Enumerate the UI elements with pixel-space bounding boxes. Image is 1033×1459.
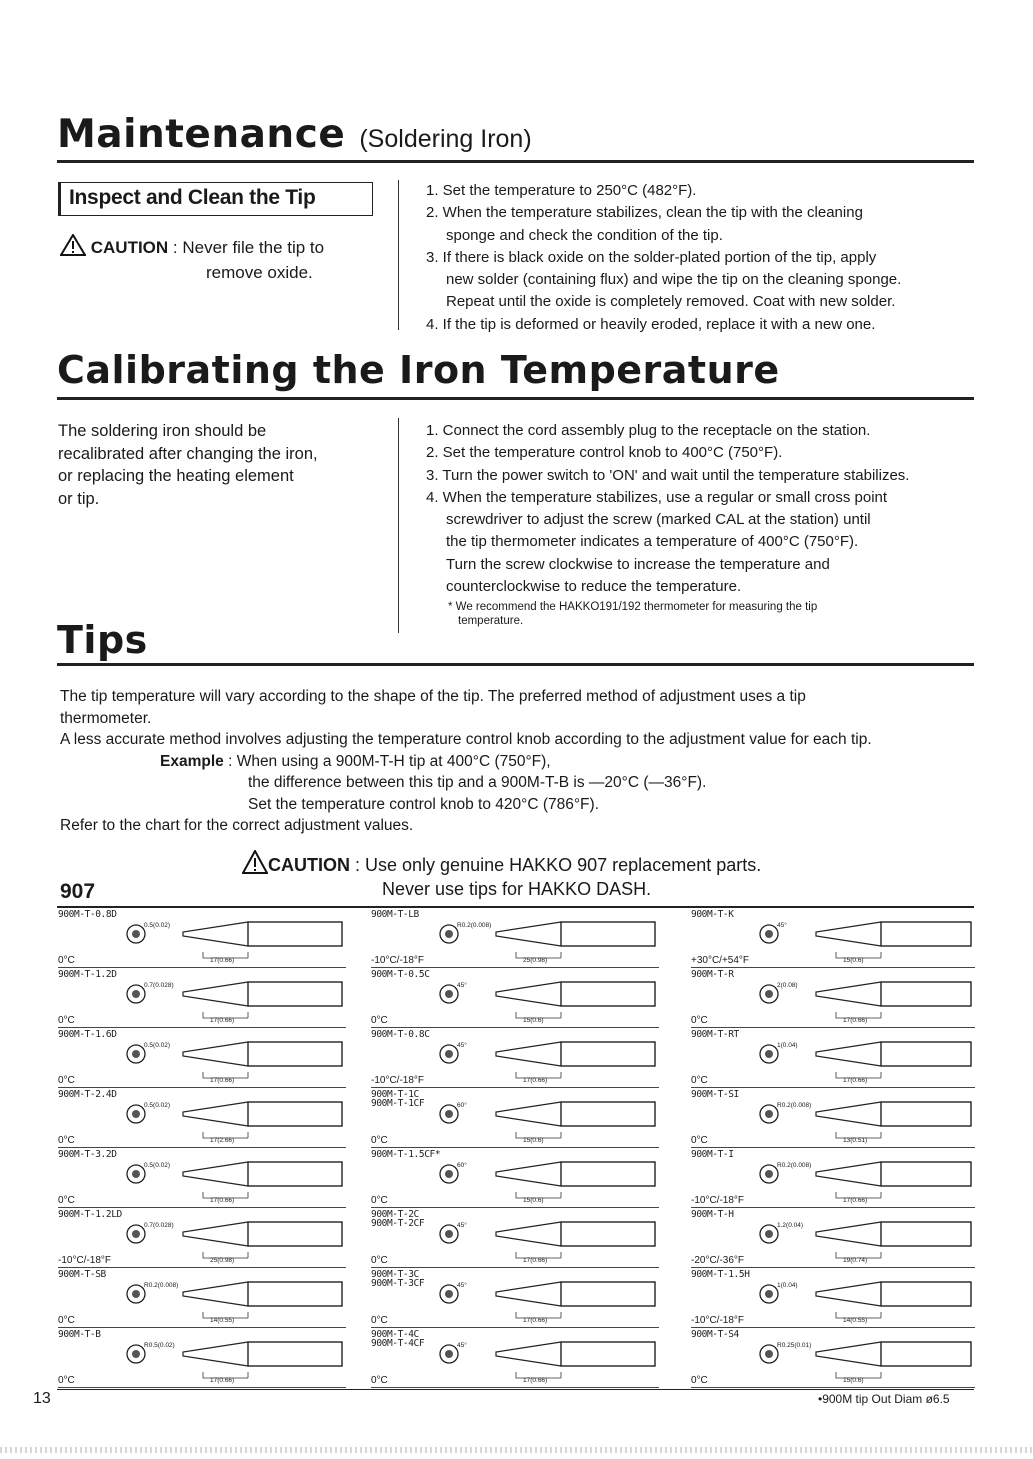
tips-example-label: Example <box>160 752 224 770</box>
tip-dimension: 0.5(0.02) <box>144 1162 171 1169</box>
tip-end-face <box>445 930 453 938</box>
maintenance-caution-label: CAUTION <box>90 238 169 257</box>
tip-code: 900M-T-LB <box>371 909 419 920</box>
tips-body <box>60 686 872 837</box>
maintenance-subtitle: (Soldering Iron) <box>359 125 532 153</box>
tip-end-face <box>765 990 773 998</box>
tip-adjustment: -10°C/-18°F <box>691 1315 745 1326</box>
tip-end-face <box>132 1050 140 1058</box>
tip-drawing <box>371 1208 659 1268</box>
calibrating-step: 2. Set the temperature control knob to 400°C (750°F). <box>426 444 783 462</box>
bottom-rule <box>57 1389 974 1390</box>
tip-code: 900M-T-3.2D <box>58 1149 117 1160</box>
tip-taper <box>496 982 561 1006</box>
tip-shaft <box>881 922 971 946</box>
calibrating-step: Turn the screw clockwise to increase the temperature and <box>446 555 830 573</box>
tip-adjustment: 0°C <box>371 1315 388 1326</box>
tip-cell <box>58 1328 346 1388</box>
tip-dimension: 45° <box>457 982 467 989</box>
tip-end-face <box>445 1290 453 1298</box>
tip-adjustment: 0°C <box>58 1015 75 1026</box>
tip-code: 900M-T-H <box>691 1209 734 1220</box>
tip-cell <box>58 1148 346 1208</box>
tip-taper <box>496 1042 561 1066</box>
tip-cell <box>371 1268 659 1328</box>
tip-end-face <box>445 1170 453 1178</box>
calibrating-title: Calibrating the Iron Temperature <box>57 348 780 392</box>
tip-taper <box>183 1222 248 1246</box>
tip-shaft <box>248 1102 342 1126</box>
tip-code: 900M-T-S4 <box>691 1329 739 1340</box>
tip-adjustment: 0°C <box>691 1015 708 1026</box>
tip-taper <box>816 1342 881 1366</box>
tip-column-3 <box>691 908 975 1388</box>
tip-length: 15(0.6) <box>843 1377 864 1384</box>
tip-taper <box>816 982 881 1006</box>
maintenance-caution-line1: : Never file the tip to <box>172 238 325 257</box>
maintenance-caution <box>60 234 324 285</box>
tip-taper <box>183 1342 248 1366</box>
tip-row-separator <box>58 1387 346 1388</box>
tip-length: 19(0.74) <box>843 1257 868 1264</box>
tip-dimension: 45° <box>777 922 787 929</box>
maintenance-caution-line2: remove oxide. <box>206 263 313 282</box>
tip-length: 17(0.66) <box>843 1077 868 1084</box>
warning-icon <box>60 234 86 256</box>
tip-length: 15(0.6) <box>523 1017 544 1024</box>
tip-cell <box>371 1328 659 1388</box>
chart-footnote: •900M tip Out Diam ø6.5 <box>818 1392 950 1406</box>
calibrating-divider <box>398 418 399 633</box>
tip-adjustment: 0°C <box>691 1375 708 1386</box>
calibrating-note <box>448 600 817 628</box>
tip-adjustment: 0°C <box>58 1195 75 1206</box>
maintenance-step: 4. If the tip is deformed or heavily eroded, replace it with a new one. <box>426 315 876 333</box>
tips-refer: Refer to the chart for the correct adjustment values. <box>60 817 414 834</box>
tip-cell <box>691 968 975 1028</box>
tip-code: 900M-T-1.2D <box>58 969 117 980</box>
tip-code-alt: 900M-T-4CF <box>371 1338 425 1349</box>
tip-taper <box>183 1282 248 1306</box>
tip-adjustment: 0°C <box>691 1135 708 1146</box>
tip-adjustment: -10°C/-18°F <box>58 1255 112 1266</box>
tip-length: 17(0.66) <box>523 1077 548 1084</box>
tip-length: 14(0.55) <box>843 1317 868 1324</box>
tip-code: 900M-T-0.8C <box>371 1029 430 1040</box>
tip-row-separator <box>691 1387 975 1388</box>
tip-shaft <box>881 1042 971 1066</box>
tip-taper <box>183 1042 248 1066</box>
tip-code: 900M-T-I <box>691 1149 734 1160</box>
tip-adjustment: 0°C <box>58 1315 75 1326</box>
tip-drawing <box>58 908 346 968</box>
tip-dimension: 1(0.04) <box>777 1282 798 1289</box>
tip-cell <box>371 1028 659 1088</box>
tip-adjustment: 0°C <box>58 1375 75 1386</box>
tip-dimension: 45° <box>457 1042 467 1049</box>
tip-shaft <box>881 1102 971 1126</box>
tip-code: 900M-T-B <box>58 1329 101 1340</box>
maintenance-divider <box>398 180 399 330</box>
tip-shaft <box>248 922 342 946</box>
tip-code: 900M-T-SB <box>58 1269 106 1280</box>
tip-shaft <box>561 922 655 946</box>
tips-example <box>60 751 872 773</box>
tip-cell <box>58 1208 346 1268</box>
calibrating-step: the tip thermometer indicates a temperature of 400°C (750°F). <box>446 533 859 551</box>
tip-dimension: R0.2(0.008) <box>144 1282 179 1289</box>
tip-shaft <box>561 1042 655 1066</box>
tip-shaft <box>881 982 971 1006</box>
tip-adjustment: -20°C/-36°F <box>691 1255 745 1266</box>
maintenance-step: 1. Set the temperature to 250°C (482°F). <box>426 182 697 199</box>
tip-cell <box>371 1088 659 1148</box>
tip-end-face <box>132 1350 140 1358</box>
tip-adjustment: 0°C <box>371 1375 388 1386</box>
tip-column-1 <box>58 908 346 1388</box>
tip-drawing <box>371 968 659 1028</box>
tips-line: A less accurate method involves adjusting the temperature control knob according to the adjustment value for each tip. <box>60 731 872 748</box>
tip-shaft <box>248 1042 342 1066</box>
tip-end-face <box>132 1170 140 1178</box>
tip-end-face <box>445 1110 453 1118</box>
tip-end-face <box>445 1230 453 1238</box>
calibrating-steps <box>426 420 909 598</box>
tips-line: thermometer. <box>60 709 152 727</box>
tip-cell <box>691 1208 975 1268</box>
tip-code: 900M-T-3C <box>371 1269 419 1280</box>
tip-dimension: R0.5(0.02) <box>144 1342 175 1349</box>
tip-length: 15(0.6) <box>523 1137 544 1144</box>
calibrating-step: screwdriver to adjust the screw (marked CAL at the station) until <box>446 511 871 529</box>
tip-length: 25(0.98) <box>523 957 548 964</box>
tip-length: 17(0.66) <box>210 1017 235 1024</box>
tip-code: 900M-T-K <box>691 909 734 920</box>
tip-dimension: R0.2(0.008) <box>457 922 492 929</box>
tips-rule <box>57 663 974 666</box>
tips-caution-line1: : Use only genuine HAKKO 907 replacement parts. <box>355 855 762 875</box>
tip-cell <box>691 1148 975 1208</box>
tips-example-line: Set the temperature control knob to 420°C (786°F). <box>248 795 599 813</box>
tip-end-face <box>132 1230 140 1238</box>
tips-line: The tip temperature will vary according to the shape of the tip. The preferred method of adjustment uses a tip <box>60 688 806 705</box>
tip-shaft <box>881 1222 971 1246</box>
maintenance-step: 2. When the temperature stabilizes, clean the tip with the cleaning <box>426 204 863 222</box>
tip-end-face <box>765 1290 773 1298</box>
tip-adjustment: 0°C <box>371 1195 388 1206</box>
tip-adjustment: 0°C <box>371 1135 388 1146</box>
tip-shaft <box>561 1222 655 1246</box>
maintenance-steps <box>426 180 901 336</box>
tip-drawing <box>371 1088 659 1148</box>
tip-taper <box>496 1162 561 1186</box>
tip-length: 17(0.66) <box>210 1077 235 1084</box>
tip-end-face <box>445 990 453 998</box>
maintenance-step: Repeat until the oxide is completely removed. Coat with new solder. <box>446 293 896 311</box>
tip-adjustment: -10°C/-18°F <box>691 1195 745 1206</box>
tip-code: 900M-T-0.5C <box>371 969 430 980</box>
tip-cell <box>58 1028 346 1088</box>
tip-taper <box>816 1282 881 1306</box>
tip-taper <box>183 1162 248 1186</box>
tip-drawing <box>58 1328 346 1388</box>
inspect-box-title: Inspect and Clean the Tip <box>69 186 316 209</box>
tip-length: 15(0.6) <box>843 957 864 964</box>
tip-adjustment: 0°C <box>58 1075 75 1086</box>
tip-dimension: 0.7(0.028) <box>144 1222 174 1229</box>
tip-cell <box>58 968 346 1028</box>
tip-length: 25(0.98) <box>210 1257 235 1264</box>
tip-end-face <box>132 1290 140 1298</box>
tip-adjustment: -10°C/-18°F <box>371 1075 425 1086</box>
calibrating-step: counterclockwise to reduce the temperature. <box>446 578 742 596</box>
tip-end-face <box>765 1050 773 1058</box>
calibrating-step: 4. When the temperature stabilizes, use a regular or small cross point <box>426 488 888 506</box>
tip-drawing <box>58 1028 346 1088</box>
tip-dimension: R0.2(0.008) <box>777 1102 812 1109</box>
tip-length: 17(0.66) <box>523 1317 548 1324</box>
tip-length: 13(0.51) <box>843 1137 868 1144</box>
calibrating-intro-line: recalibrated after changing the iron, <box>58 444 318 463</box>
tip-shaft <box>881 1342 971 1366</box>
tip-taper <box>183 922 248 946</box>
tip-dimension: 45° <box>457 1282 467 1289</box>
tip-taper <box>496 1102 561 1126</box>
tip-shaft <box>881 1282 971 1306</box>
maintenance-step: sponge and check the condition of the tip. <box>446 226 723 244</box>
tip-cell <box>371 908 659 968</box>
calibrating-intro-line: or replacing the heating element <box>58 467 294 485</box>
page-number: 13 <box>33 1390 51 1407</box>
tip-end-face <box>765 1110 773 1118</box>
tip-adjustment: 0°C <box>58 1135 75 1146</box>
tip-length: 17(0.66) <box>523 1377 548 1384</box>
calibrating-intro-line: or tip. <box>58 489 100 508</box>
tip-taper <box>496 1342 561 1366</box>
tip-code-alt: 900M-T-1CF <box>371 1098 425 1109</box>
tip-end-face <box>132 990 140 998</box>
tip-drawing <box>691 968 975 1028</box>
tip-length: 17(2.66) <box>210 1137 235 1144</box>
maintenance-title <box>57 112 532 157</box>
tip-length: 17(0.66) <box>210 1377 235 1384</box>
tip-cell <box>691 1088 975 1148</box>
tip-code: 900M-T-1.2LD <box>58 1209 122 1220</box>
tip-length: 17(0.66) <box>210 957 235 964</box>
tip-code-alt: 900M-T-3CF <box>371 1278 425 1289</box>
calibrating-note-line2: temperature. <box>458 615 524 627</box>
tip-cell <box>691 1028 975 1088</box>
tips-caution-label: CAUTION <box>268 855 350 875</box>
tip-drawing <box>691 1328 975 1388</box>
maintenance-title-text: Maintenance <box>57 112 346 157</box>
tip-code: 900M-T-2.4D <box>58 1089 117 1100</box>
tip-code: 900M-T-RT <box>691 1029 739 1040</box>
maintenance-step: 3. If there is black oxide on the solder-plated portion of the tip, apply <box>426 248 877 266</box>
warning-icon <box>242 850 268 874</box>
tip-drawing <box>58 1148 346 1208</box>
tip-cell <box>58 908 346 968</box>
calibrating-intro <box>58 420 318 510</box>
tip-drawing <box>371 1268 659 1328</box>
tip-dimension: 1.2(0.04) <box>777 1222 804 1229</box>
tip-row-separator <box>371 1387 659 1388</box>
tip-cell <box>371 1208 659 1268</box>
tip-drawing <box>58 1268 346 1328</box>
calibrating-step: 1. Connect the cord assembly plug to the receptacle on the station. <box>426 422 871 439</box>
tip-code: 900M-T-SI <box>691 1089 739 1100</box>
tip-cell <box>58 1088 346 1148</box>
scan-edge <box>0 1447 1033 1453</box>
tips-example-line: the difference between this tip and a 900M-T-B is —20°C (—36°F). <box>248 774 707 791</box>
tip-drawing <box>691 1028 975 1088</box>
tip-shaft <box>881 1162 971 1186</box>
tip-end-face <box>445 1050 453 1058</box>
tip-drawing <box>371 1148 659 1208</box>
tip-cell <box>691 1328 975 1388</box>
tip-shaft <box>561 1342 655 1366</box>
tip-taper <box>183 1102 248 1126</box>
tip-adjustment: 0°C <box>691 1075 708 1086</box>
tip-shaft <box>248 1282 342 1306</box>
tip-code: 900M-T-2C <box>371 1209 419 1220</box>
tip-drawing <box>58 968 346 1028</box>
tip-code: 900M-T-R <box>691 969 734 980</box>
tip-dimension: R0.2(0.008) <box>777 1162 812 1169</box>
tip-code: 900M-T-4C <box>371 1329 419 1340</box>
tip-shaft <box>248 1342 342 1366</box>
tip-code: 900M-T-1.5H <box>691 1269 750 1280</box>
tip-end-face <box>765 1350 773 1358</box>
tips-example-line: : When using a 900M-T-H tip at 400°C (750°F), <box>228 752 551 770</box>
tip-taper <box>816 1222 881 1246</box>
tip-dimension: 2(0.08) <box>777 982 798 989</box>
tip-taper <box>816 1162 881 1186</box>
tip-end-face <box>445 1350 453 1358</box>
tip-length: 14(0.55) <box>210 1317 235 1324</box>
tip-cell <box>691 908 975 968</box>
tip-taper <box>816 922 881 946</box>
tip-shaft <box>561 1102 655 1126</box>
tip-drawing <box>58 1088 346 1148</box>
tip-length: 17(0.66) <box>843 1197 868 1204</box>
tip-end-face <box>132 930 140 938</box>
tip-length: 17(0.66) <box>210 1197 235 1204</box>
tip-cell <box>691 1268 975 1328</box>
tip-shaft <box>248 982 342 1006</box>
tip-length: 17(0.66) <box>843 1017 868 1024</box>
tip-length: 17(0.66) <box>523 1257 548 1264</box>
tip-dimension: 60° <box>457 1162 467 1169</box>
tip-drawing <box>371 1328 659 1388</box>
tip-dimension: 60° <box>457 1102 467 1109</box>
tip-end-face <box>765 1170 773 1178</box>
tip-taper <box>496 1282 561 1306</box>
tip-dimension: 45° <box>457 1342 467 1349</box>
tip-length: 15(0.6) <box>523 1197 544 1204</box>
tips-caution-line2: Never use tips for HAKKO DASH. <box>382 879 652 899</box>
tip-shaft <box>561 1282 655 1306</box>
tip-end-face <box>765 1230 773 1238</box>
tip-adjustment: 0°C <box>371 1255 388 1266</box>
tip-code: 900M-T-1.5CF* <box>371 1149 441 1160</box>
tips-title: Tips <box>57 618 148 662</box>
tip-end-face <box>765 930 773 938</box>
tip-adjustment: 0°C <box>58 955 75 966</box>
tip-dimension: 0.5(0.02) <box>144 1042 171 1049</box>
tip-shaft <box>561 982 655 1006</box>
tip-taper <box>496 1222 561 1246</box>
calibrating-rule <box>57 397 974 400</box>
calibrating-intro-line: The soldering iron should be <box>58 422 267 440</box>
maintenance-step: new solder (containing flux) and wipe the tip on the cleaning sponge. <box>446 271 902 289</box>
tip-dimension: 0.5(0.02) <box>144 922 171 929</box>
tip-cell <box>371 1148 659 1208</box>
maintenance-rule <box>57 160 974 163</box>
tip-dimension: 1(0.04) <box>777 1042 798 1049</box>
tip-code: 900M-T-1.6D <box>58 1029 117 1040</box>
inspect-box <box>58 182 373 216</box>
tip-dimension: 0.5(0.02) <box>144 1102 171 1109</box>
tip-drawing <box>691 1088 975 1148</box>
calibrating-note-line1: * We recommend the HAKKO191/192 thermometer for measuring the tip <box>448 601 818 613</box>
tip-code: 900M-T-0.8D <box>58 909 117 920</box>
tip-taper <box>496 922 561 946</box>
tip-taper <box>816 1102 881 1126</box>
tip-end-face <box>132 1110 140 1118</box>
model-label: 907 <box>60 880 96 903</box>
tip-shaft <box>561 1162 655 1186</box>
calibrating-step: 3. Turn the power switch to 'ON' and wait until the temperature stabilizes. <box>426 466 910 484</box>
tip-code-alt: 900M-T-2CF <box>371 1218 425 1229</box>
tip-adjustment: -10°C/-18°F <box>371 955 425 966</box>
tip-dimension: R0.25(0.01) <box>777 1342 812 1349</box>
tips-caution <box>242 850 761 901</box>
tip-taper <box>183 982 248 1006</box>
tip-cell <box>58 1268 346 1328</box>
tip-code: 900M-T-1C <box>371 1089 419 1100</box>
tip-adjustment: 0°C <box>371 1015 388 1026</box>
tip-shaft <box>248 1162 342 1186</box>
tip-adjustment: +30°C/+54°F <box>691 955 750 966</box>
tip-dimension: 45° <box>457 1222 467 1229</box>
tip-shaft <box>248 1222 342 1246</box>
tip-cell <box>371 968 659 1028</box>
tip-column-2 <box>371 908 659 1388</box>
tip-chart <box>58 908 975 1388</box>
tip-taper <box>816 1042 881 1066</box>
tip-dimension: 0.7(0.028) <box>144 982 174 989</box>
